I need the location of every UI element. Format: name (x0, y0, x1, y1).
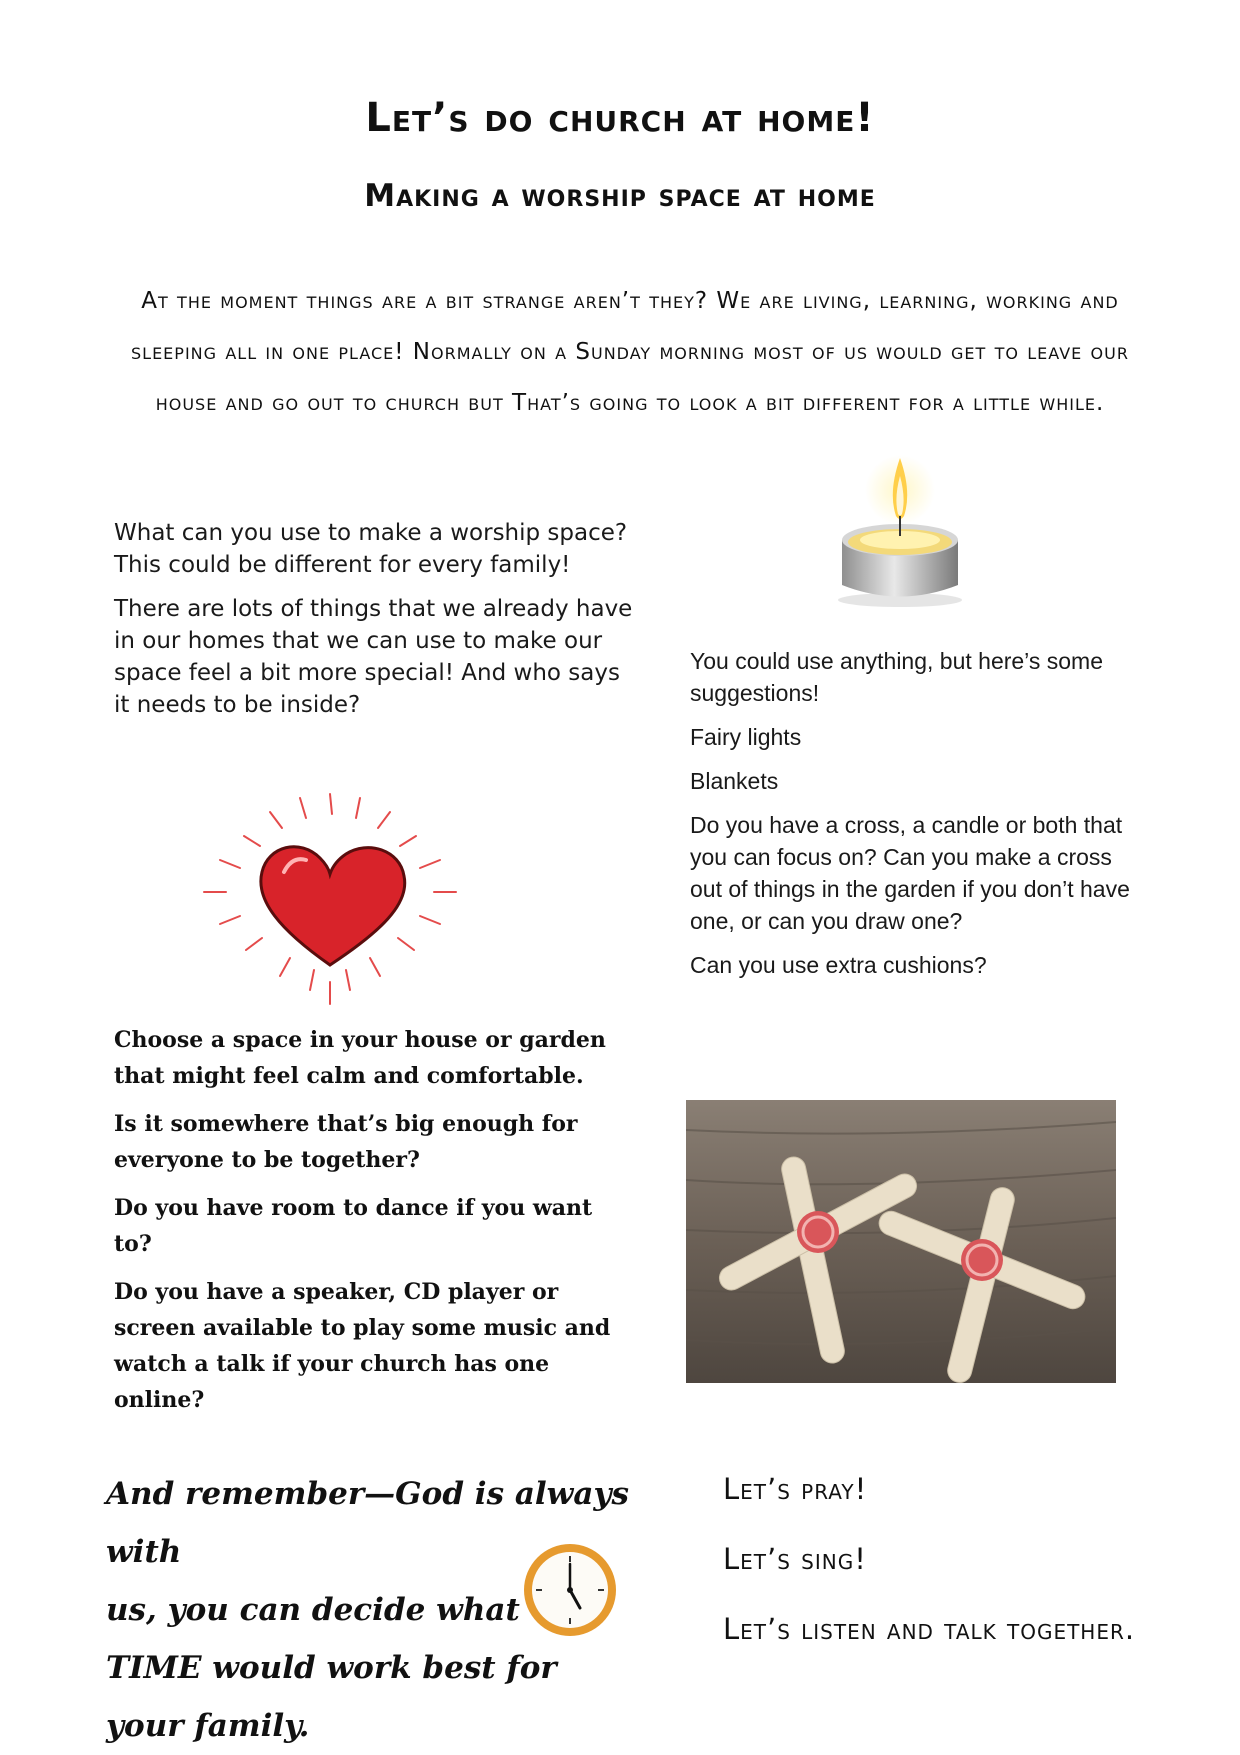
clock-icon (520, 1540, 620, 1640)
remember-line-2: us, you can decide what (106, 1592, 520, 1628)
suggestions-intro: You could use anything, but here’s some suggestions! (690, 648, 1104, 706)
remember-line-3: TIME would work best for (106, 1650, 557, 1686)
choose-item: Choose a space in your house or garden that might feel calm and comfortable. (114, 1027, 606, 1089)
page-title: Let’s do church at home! (365, 95, 875, 141)
intro-paragraph: At the moment things are a bit strange aren’t they? We are living, learning, working and sleeping all in one place! Normally on a Sunday morning most of us would get to leave our house and go out to church but That’s going to look a bit different for a little while. (131, 288, 1129, 416)
suggestion-item: Do you have a cross, a candle or both that you can focus on? Can you make a cross out of things in the garden if you don’t have one, or can you draw one? (690, 812, 1130, 934)
things-text: There are lots of things that we already have in our homes that we can use to make our space feel a bit more special! And who says it needs to be inside? (114, 596, 633, 718)
choose-item: Do you have a speaker, CD player or screen available to play some music and watch a talk if your church has one online? (114, 1279, 611, 1413)
remember-line-4: your family. (106, 1708, 310, 1744)
heart-icon (200, 790, 460, 1010)
lets-sing: Let’s sing! (723, 1542, 867, 1576)
suggestions-list (690, 645, 1140, 993)
choose-item: Is it somewhere that’s big enough for everyone to be together? (114, 1111, 578, 1173)
wooden-crosses-photo (686, 1100, 1116, 1383)
suggestion-item: Can you use extra cushions? (690, 952, 987, 978)
worship-space-question (114, 517, 634, 733)
tealight-candle-image (820, 450, 980, 610)
lets-list (723, 1472, 1203, 1682)
question-text: What can you use to make a worship space? This could be different for every family! (114, 520, 628, 578)
choose-space-list (114, 1022, 634, 1430)
lets-listen: Let’s listen and talk together. (723, 1612, 1136, 1646)
suggestion-item: Fairy lights (690, 724, 802, 750)
page-subtitle: Making a worship space at home (364, 178, 876, 214)
choose-item: Do you have room to dance if you want to? (114, 1195, 593, 1257)
suggestion-item: Blankets (690, 768, 779, 794)
remember-line-1: And remember—God is always with (106, 1476, 629, 1570)
lets-pray: Let’s pray! (723, 1472, 868, 1506)
